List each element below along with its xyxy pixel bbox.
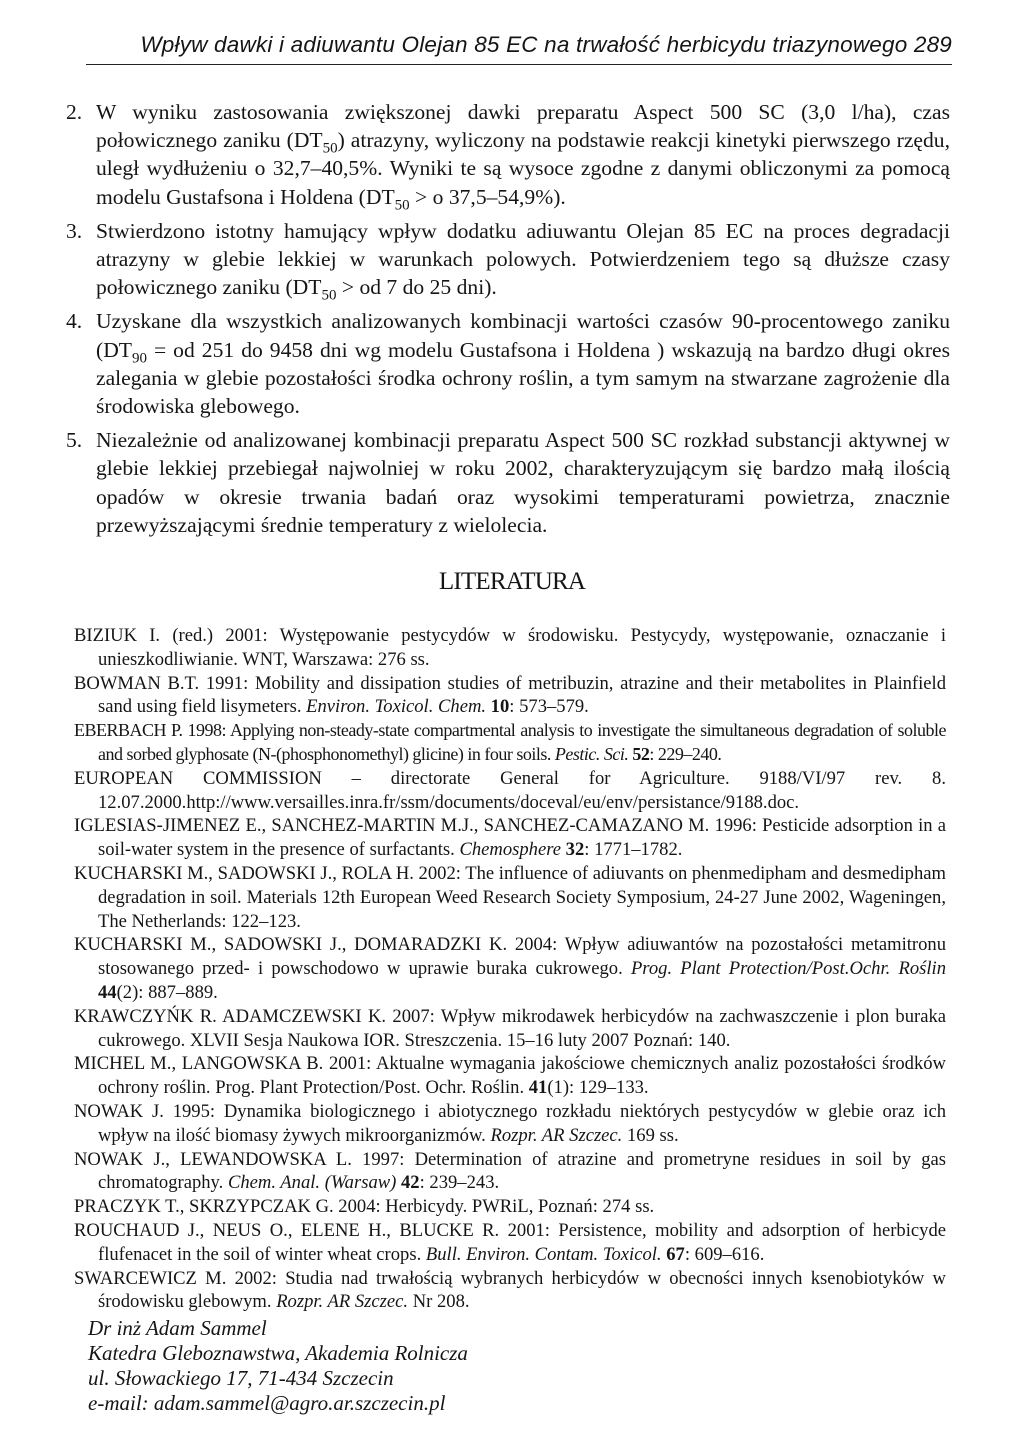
subscript: 90 <box>131 349 147 366</box>
text-run: Uzyskane dla wszystkich analizowanych kombinacji wartości czasów 90-procentowego zaniku (DT <box>96 309 950 362</box>
volume-number: 32 <box>561 839 585 861</box>
journal-title: Environ. Toxicol. Chem. <box>306 696 487 718</box>
reference-text: (1): 129–133. <box>547 1077 649 1099</box>
reference-text: KUCHARSKI M., SADOWSKI J., DOMARADZKI K. 2004: Wpływ adiuwantów na pozostałości metamitronu stosowanego przed- i powschodowo w uprawie buraka cukrowego. <box>74 934 946 980</box>
reference-entry <box>74 1052 946 1100</box>
conclusion-number: 3. <box>66 218 83 243</box>
journal-title: Bull. Environ. Contam. Toxicol. <box>425 1243 662 1265</box>
reference-entry <box>74 814 946 862</box>
reference-text: KRAWCZYŃK R. ADAMCZEWSKI K. 2007: Wpływ mikrodawek herbicydów na zachwaszczenie i plon buraka cukrowego. XLVII Sesja Naukowa IOR. Streszczenia. 15–16 luty 2007 Poznań: 140. <box>74 1005 946 1051</box>
running-head: Wpływ dawki i adiuwantu Olejan 85 EC na trwałość herbicydu triazynowego 289 <box>86 32 952 65</box>
reference-text: EBERBACH P. 1998: Applying non-steady-state compartmental analysis to investigate the simultaneous degradation of soluble and sorbed glyphosate (N-(phosphonomethyl) glicine) in four soils. <box>74 720 946 764</box>
author-department: Katedra Gleboznawstwa, Akademia Rolnicza <box>88 1341 468 1365</box>
reference-text: Nr 208. <box>408 1291 470 1313</box>
author-affiliation <box>88 1316 788 1416</box>
reference-text: (2): 887–889. <box>116 981 218 1003</box>
reference-text: ROUCHAUD J., NEUS O., ELENE H., BLUCKE R. 2001: Persistence, mobility and adsorption of herbicyde flufenacet in the soil of winter wheat crops. <box>74 1219 946 1265</box>
reference-text: 169 ss. <box>622 1124 679 1146</box>
subscript: 50 <box>322 140 338 157</box>
journal-title: Chemosphere <box>459 839 561 861</box>
volume-number: 44 <box>98 981 117 1003</box>
journal-title: Rozpr. AR Szczec. <box>490 1124 623 1146</box>
journal-title: Prog. Plant Protection/Post.Ochr. Roślin <box>630 958 946 980</box>
reference-entry <box>74 1267 946 1315</box>
author-name: Dr inż Adam Sammel <box>88 1316 267 1340</box>
section-heading: LITERATURA <box>438 568 586 595</box>
reference-entry <box>74 672 946 720</box>
reference-text: : 239–243. <box>419 1172 500 1194</box>
reference-text: IGLESIAS-JIMENEZ E., SANCHEZ-MARTIN M.J., SANCHEZ-CAMAZANO M. 1996: Pesticide adsorption in a soil-water system in the presence of surfactants. <box>74 815 946 861</box>
reference-entry <box>74 933 946 1004</box>
reference-entry <box>74 624 946 672</box>
reference-text: : 573–579. <box>509 696 589 718</box>
reference-text: NOWAK J. 1995: Dynamika biologicznego i abiotycznego rozkładu niektórych pestycydów w glebie oraz ich wpływ na ilość biomasy żywych mikroorganizmów. <box>74 1100 946 1146</box>
reference-text: : 1771–1782. <box>584 839 683 861</box>
conclusion-text: Niezależnie od analizowanej kombinacji preparatu Aspect 500 SC rozkład substancji aktywnej w glebie lekkiej przebiegał najwolniej w roku 2002, charakteryzującym się bardzo małą ilością opadów w okresie trwania badań oraz wysokimi temperaturami powietrza, znacznie przewyższającymi średnie temperatury z wielolecia. <box>96 428 950 537</box>
reference-entry <box>74 1148 946 1196</box>
conclusion-item <box>66 98 950 211</box>
journal-title: Pestic. Sci. <box>554 743 629 764</box>
volume-number: 67 <box>661 1243 685 1265</box>
reference-text: NOWAK J., LEWANDOWSKA L. 1997: Determination of atrazine and prometryne residues in soil by gas chromatography. <box>74 1148 946 1194</box>
reference-entry <box>74 862 946 933</box>
subscript: 50 <box>321 287 337 304</box>
author-address: ul. Słowackiego 17, 71-434 Szczecin <box>88 1366 394 1390</box>
conclusion-number: 5. <box>66 428 83 453</box>
reference-entry <box>74 1005 946 1053</box>
text-run: > od 7 do 25 dni). <box>336 275 497 300</box>
volume-number: 10 <box>486 696 510 718</box>
journal-title: Rozpr. AR Szczec. <box>276 1291 409 1313</box>
text-run: = od 251 do 9458 dni wg modelu Gustafsona i Holdena ) wskazują na bardzo długi okres zalegania w glebie pozostałości środka ochrony roślin, a tym samym na stwarzane zagrożenie dla środowiska glebowego. <box>96 337 950 419</box>
volume-number: 52 <box>628 743 650 764</box>
reference-text: BOWMAN B.T. 1991: Mobility and dissipation studies of metribuzin, atrazine and their metabolites in Plainfield sand using field lisymeters. <box>74 672 946 718</box>
reference-text: : 609–616. <box>684 1243 765 1265</box>
text-run: W wyniku zastosowania zwiększonej dawki preparatu Aspect 500 SC (3,0 l/ha), czas połowicznego zaniku (DT <box>96 100 950 153</box>
reference-text: : 229–240. <box>649 743 722 764</box>
volume-number: 42 <box>396 1172 420 1194</box>
conclusion-item <box>66 307 950 420</box>
journal-title: Chem. Anal. (Warsaw) <box>227 1172 397 1194</box>
reference-entry <box>74 767 946 815</box>
reference-text: PRACZYK T., SKRZYPCZAK G. 2004: Herbicydy. PWRiL, Poznań: 274 ss. <box>74 1196 655 1218</box>
reference-text: BIZIUK I. (red.) 2001: Występowanie pestycydów w środowisku. Pestycydy, występowanie, oznaczanie i unieszkodliwianie. WNT, Warszawa: 276 ss. <box>74 625 946 670</box>
reference-list <box>74 624 946 1314</box>
reference-entry <box>74 1195 946 1219</box>
subscript: 50 <box>394 196 410 213</box>
conclusion-number: 2. <box>66 100 83 124</box>
reference-text: KUCHARSKI M., SADOWSKI J., ROLA H. 2002: The influence of adiuvants on phenmedipham and desmedipham degradation in soil. Materials 12th European Weed Research Society Symposium, 24-27 June 2002, Wageningen, The Netherlands: 122–123. <box>74 862 946 932</box>
conclusions-list <box>66 98 950 545</box>
reference-text: EUROPEAN COMMISSION – directorate General for Agriculture. 9188/VI/97 rev. 8. 12.07.2000.http://www.versailles.inra.fr/ssm/documents/doceval/eu/env/persistance/9188.doc. <box>74 767 946 813</box>
conclusion-item <box>66 217 950 302</box>
text-run: ) atrazyny, wyliczony na podstawie reakcji kinetyki pierwszego rzędu, uległ wydłużeniu o 32,7–40,5%. Wyniki te są wysoce zgodne z danymi obliczonymi za pomocą modelu Gustafsona i Holdena (DT <box>96 128 950 209</box>
conclusion-item <box>66 426 950 539</box>
conclusion-text <box>96 98 950 211</box>
volume-number: 41 <box>524 1077 548 1099</box>
text-run: Stwierdzono istotny hamujący wpływ dodatku adiuwantu Olejan 85 EC na proces degradacji atrazyny w glebie lekkiej w warunkach polowych. Potwierdzeniem tego są dłuższe czasy połowicznego zaniku (DT <box>96 218 950 300</box>
reference-text: MICHEL M., LANGOWSKA B. 2001: Aktualne wymagania jakościowe chemicznych analiz pozostałości środków ochrony roślin. Prog. Plant Protection/Post. Ochr. Roślin. <box>74 1053 946 1099</box>
reference-entry <box>74 1219 946 1267</box>
conclusion-text <box>96 307 950 420</box>
author-email: e-mail: adam.sammel@agro.ar.szczecin.pl <box>88 1391 446 1415</box>
conclusion-text <box>96 217 950 302</box>
reference-entry <box>74 1100 946 1148</box>
text-run: > o 37,5–54,9%). <box>409 184 566 209</box>
conclusion-number: 4. <box>66 309 83 334</box>
reference-entry <box>74 719 946 767</box>
reference-text: SWARCEWICZ M. 2002: Studia nad trwałością wybranych herbicydów w obecności innych ksenobiotyków w środowisku glebowym. <box>74 1267 946 1313</box>
